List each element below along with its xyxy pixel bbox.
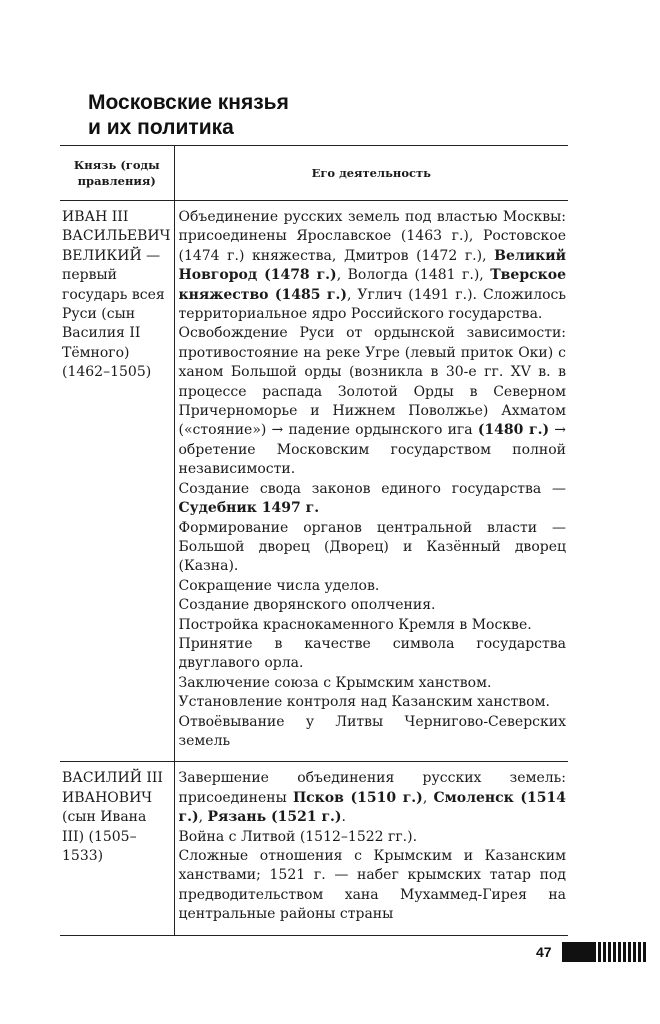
prince-cell: ИВАН III ВАСИЛЬЕВИЧ ВЕЛИКИЙ — первый государь всея Руси (сын Василия II Тёмного) (1462–1505) — [60, 201, 174, 762]
activity-bold-text: Тверское княжество (1485 г.) — [178, 267, 566, 303]
activity-item — [179, 208, 567, 324]
activity-text: , Вологда (1481 г.), — [336, 267, 491, 284]
table-row — [60, 762, 568, 935]
activity-text: Создание дворянского ополчения. — [178, 597, 436, 614]
activity-text: Сложные отношения с Крымским и Казанским ханствами; 1521 г. — набег крымских татар под предводительством хана Мухаммед-Гирея на центральные районы страны — [178, 848, 566, 923]
activity-item — [179, 616, 567, 635]
page-footer — [536, 942, 648, 962]
header-prince: Князь (годы правления) — [60, 146, 174, 201]
activity-text: Объединение русских земель под властью Москвы: присоединены Ярославское (1463 г.), Ростовское (1474 г.) княжества, Дмитров (1472 г.), — [178, 209, 566, 264]
activity-text: Установление контроля над Казанским ханством. — [178, 694, 550, 711]
title-line-1: Московские князья — [88, 91, 289, 114]
activity-text: Формирование органов центральной власти — Большой дворец (Дворец) и Казённый дворец (Казна). — [178, 519, 566, 575]
activity-item — [179, 713, 567, 752]
activity-text: Сокращение числа уделов. — [178, 577, 380, 594]
activity-item — [179, 847, 567, 925]
activity-item — [179, 674, 567, 693]
activity-text: , — [422, 789, 434, 806]
activity-text: Постройка краснокаменного Кремля в Москве. — [178, 616, 532, 633]
activity-bold-text: Судебник 1497 г. — [178, 500, 320, 517]
page-bar-stripes — [598, 942, 648, 962]
header-activity: Его деятельность — [174, 146, 568, 201]
activity-text: Отвоёвывание у Литвы Чернигово-Северских земель — [178, 713, 566, 749]
activity-item — [179, 480, 567, 519]
activity-item — [179, 769, 567, 827]
activity-cell — [174, 762, 568, 935]
activity-bold-text: Псков (1510 г.) — [292, 789, 423, 806]
activity-item — [179, 693, 567, 712]
princes-table — [60, 145, 568, 936]
activity-bold-text: Смоленск (1514 г.) — [178, 789, 567, 826]
activity-text: Война с Литвой (1512–1522 гг.). — [178, 828, 418, 845]
title-line-2: и их политика — [88, 116, 234, 139]
activity-text: , Углич (1491 г.). Сложилось территориальное ядро Российского государства. — [178, 286, 566, 323]
activity-item — [179, 577, 567, 596]
activity-item — [179, 635, 567, 674]
activity-item — [179, 596, 567, 615]
activity-text: Создание свода законов единого государства — — [178, 480, 566, 497]
activity-item — [179, 519, 567, 577]
activity-text: Освобождение Руси от ордынской зависимости: противостояние на реке Угре (левый приток Оки) с ханом Большой орды (возникла в 30-е гг. XV в. в процессе распада Золотой Орды в Северном Причерноморье и Нижнем Поволжье) Ахматом («стояние») → падение ордынского ига — [178, 325, 566, 439]
page-number: 47 — [536, 944, 552, 960]
activity-text: Принятие в качестве символа государства двуглавого орла. — [178, 635, 566, 672]
table-row — [60, 201, 568, 762]
page-title — [88, 90, 289, 140]
activity-item — [179, 324, 567, 479]
activity-text: , — [198, 809, 208, 826]
activity-cell — [174, 201, 568, 762]
prince-cell: ВАСИЛИЙ III ИВАНОВИЧ (сын Ивана III) (1505–1533) — [60, 762, 174, 935]
activity-bold-text: (1480 г.) — [477, 422, 550, 439]
page-bar-solid — [562, 942, 596, 962]
activity-text: . — [341, 809, 346, 826]
activity-bold-text: Рязань (1521 г.) — [207, 809, 342, 826]
page-edge-bar — [562, 942, 648, 962]
activity-text: → обретение Московским государством полной независимости. — [178, 422, 567, 478]
activity-bold-text: Великий Новгород (1478 г.) — [178, 247, 566, 284]
activity-text: Заключение союза с Крымским ханством. — [178, 674, 492, 691]
table-header-row — [60, 146, 568, 201]
activity-item — [179, 828, 567, 847]
activity-text: Завершение объединения русских земель: присоединены — [178, 770, 566, 806]
